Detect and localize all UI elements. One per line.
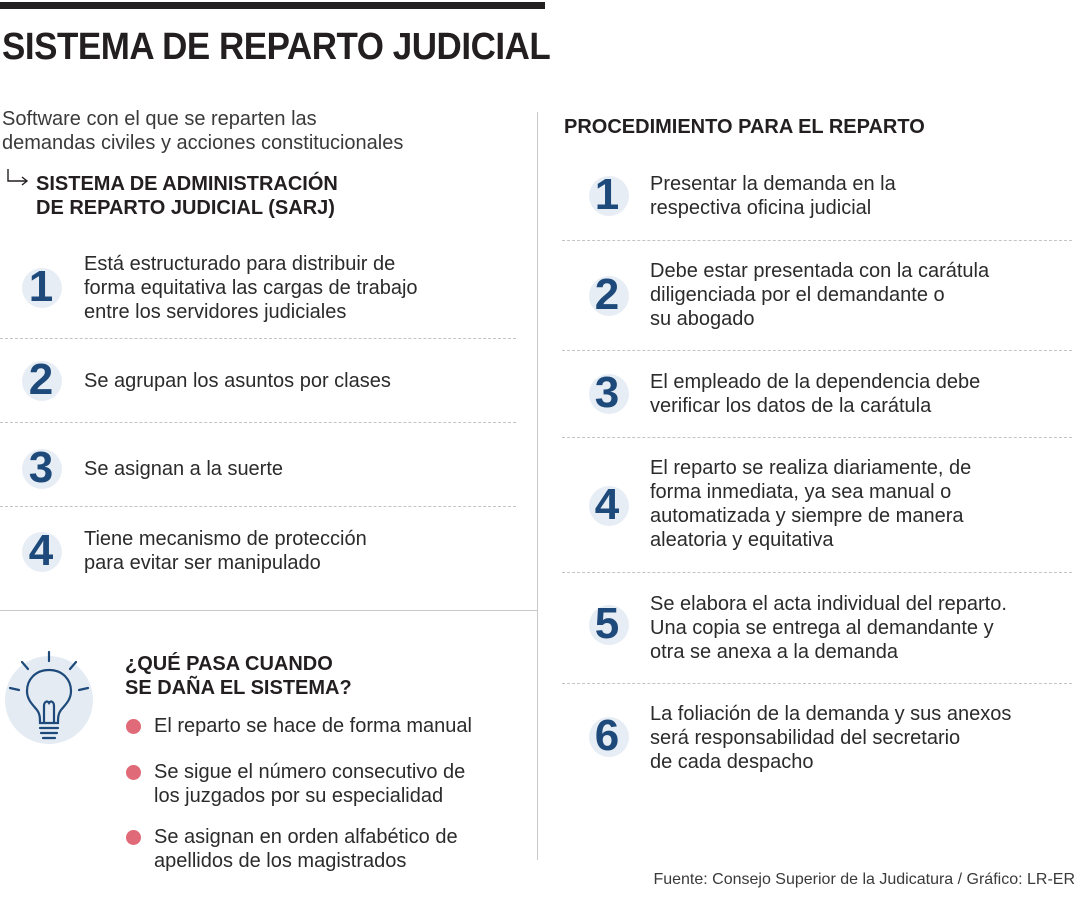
divider [562,437,1072,438]
procedure-step-5-text: Se elabora el acta individual del reparto. Una copia se entrega al demandante y otra se anexa a la demanda [650,593,1007,663]
sarj-item-1-text: Está estructurado para distribuir de forma equitativa las cargas de trabajo entre los servidores judiciales [84,253,418,323]
sarj-item-4-text: Tiene mecanismo de protección para evitar ser manipulado [84,528,367,574]
failure-item-2: Se sigue el número consecutivo de los juzgados por su especialidad [154,761,466,807]
bullet-dot [126,765,141,780]
intro-text: Software con el que se reparten las demandas civiles y acciones constitucionales [2,108,404,154]
divider [0,338,516,339]
procedure-step-4-number: 4 [594,480,620,529]
procedure-step-1-number: 1 [594,170,620,219]
failure-item-3: Se asignan en orden alfabético de apellidos de los magistrados [154,826,458,872]
failure-title: ¿QUÉ PASA CUANDO SE DAÑA EL SISTEMA? [125,653,352,699]
sarj-item-3-number: 3 [28,443,54,492]
bullet-dot [126,830,141,845]
failure-item-1: El reparto se hace de forma manual [154,715,472,737]
divider [562,572,1072,573]
procedure-step-5-number: 5 [594,599,620,648]
procedure-step-1-text: Presentar la demanda en la respectiva oficina judicial [650,173,896,219]
divider [562,683,1072,684]
divider [0,506,516,507]
sarj-item-4-number: 4 [28,526,54,575]
source-credit: Fuente: Consejo Superior de la Judicatura / Gráfico: LR-ER [653,871,1075,888]
sarj-item-1-number: 1 [28,262,54,311]
page-title: SISTEMA DE REPARTO JUDICIAL [2,26,551,68]
section-rule [0,610,537,611]
sarj-item-2-text: Se agrupan los asuntos por clases [84,370,391,392]
sarj-item-2-number: 2 [28,355,54,404]
column-divider [537,112,538,860]
procedure-step-6-number: 6 [594,711,620,760]
procedure-step-3-number: 3 [594,368,620,417]
sarj-item-3-text: Se asignan a la suerte [84,458,284,480]
divider [562,240,1072,241]
divider [0,422,516,423]
procedure-step-3-text: El empleado de la dependencia debe verificar los datos de la carátula [650,371,981,417]
procedure-step-4-text: El reparto se realiza diariamente, de forma inmediata, ya sea manual o automatizada y siempre de manera aleatoria y equitativa [650,457,972,551]
arrow-icon [6,168,30,186]
top-rule [0,2,545,9]
divider [562,350,1072,351]
procedure-title: PROCEDIMIENTO PARA EL REPARTO [564,116,925,138]
sarj-title: SISTEMA DE ADMINISTRACIÓN DE REPARTO JUDICIAL (SARJ) [36,173,338,219]
procedure-step-6-text: La foliación de la demanda y sus anexos será responsabilidad del secretario de cada despacho [650,703,1012,773]
lightbulb-icon [4,648,94,748]
procedure-step-2-text: Debe estar presentada con la carátula diligenciada por el demandante o su abogado [650,260,990,330]
procedure-step-2-number: 2 [594,270,620,319]
bullet-dot [126,719,141,734]
